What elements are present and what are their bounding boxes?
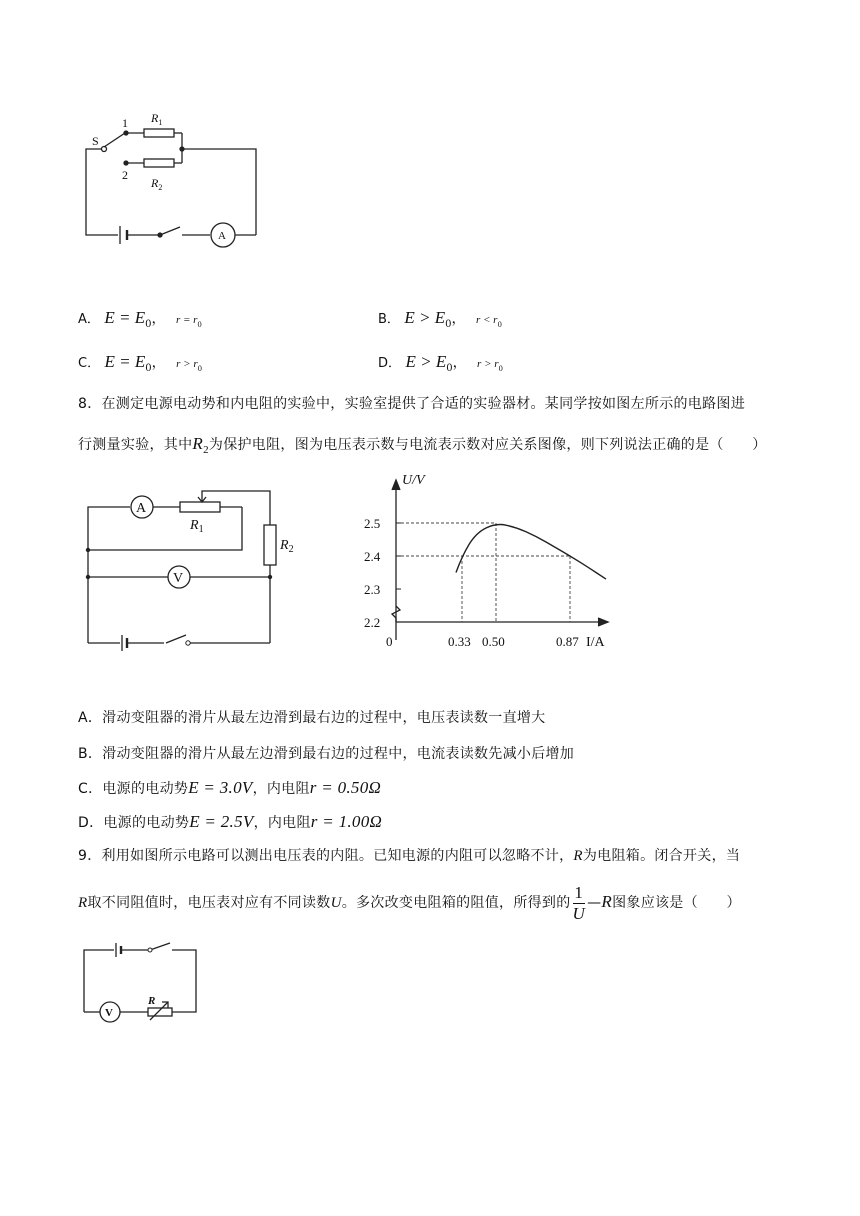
q8-voltmeter-label: V [173,571,184,586]
q9-stem-line1: 9．利用如图所示电路可以测出电压表的内阻。已知电源的内阻可以忽略不计，R为电阻箱。闭合开关，当 [78,848,741,864]
chart-ylabel: U/V [402,473,425,488]
r2-label: R [151,176,159,190]
q8-stem-line2: 行测量实验，其中$R_2$为保护电阻，图为电压表示数与电流表示数对应关系图像，则下列说法正确的是（ ） [78,434,767,456]
q7-option-b[interactable]: B． $E > E_0$， $r < r_0$ [378,308,502,330]
svg-text:R2 [279,538,294,555]
x-tick-label: 0.87 [556,634,579,649]
r1-label: R [151,111,159,125]
q8-option-a[interactable]: A．滑动变阻器的滑片从最左边滑到最右边的过程中，电压表读数一直增大 [78,710,546,726]
svg-text:R1 [150,111,162,127]
q7-option-a[interactable]: A． $E = E_0$， $r = r_0$ [78,308,202,330]
q8-r2-label: R [280,538,289,553]
q9-stem-line2: R取不同阻值时，电压表对应有不同读数U。多次改变电阻箱的阻值，所得到的 $\frac{1}{U}$ —R图象应该是（ ） [78,882,741,923]
chart-origin-label: 0 [386,634,393,649]
svg-text:R2 [150,176,162,192]
point-2-label: 2 [122,168,128,182]
y-tick-label: 2.3 [364,582,381,597]
svg-text:U/V [402,473,426,488]
svg-text:R1 [189,518,204,535]
q8-option-b[interactable]: B．滑动变阻器的滑片从最左边滑到最右边的过程中，电流表读数先减小后增加 [78,746,575,762]
svg-text:I/A [586,635,606,650]
q7-circuit-diagram [70,105,270,245]
q8-r1-label: R [190,518,199,533]
q8-circuit-diagram [80,485,300,655]
r2-sub: 2 [158,183,163,192]
q7-option-c[interactable]: C． $E = E_0$， $r > r_0$ [78,352,203,374]
x-tick-label: 0.33 [448,634,471,649]
chart-xlabel: I/A [586,635,605,650]
q8-u-i-chart [360,470,620,655]
q8-r2-sub: 2 [288,544,294,555]
u-i-curve [456,524,606,579]
q8-stem-line1: 8．在测定电源电动势和内电阻的实验中，实验室提供了合适的实验器材。某同学按如图左所示的电路图进 [78,396,746,412]
q8-r1-sub: 1 [198,524,204,535]
q8-option-d[interactable]: D．电源的电动势E = 2.5V，内电阻r = 1.00Ω [78,812,383,831]
q9-voltmeter-label: V [105,1007,113,1019]
y-tick-label: 2.5 [364,516,381,531]
r1-sub: 1 [158,118,163,127]
one-over-u-fraction: $\frac{1}{U}$ [572,882,586,923]
switch-s-label: S [92,134,99,148]
q9-r-label: R [148,995,156,1007]
y-tick-label: 2.4 [364,549,381,564]
q8-option-c[interactable]: C．电源的电动势E = 3.0V，内电阻r = 0.50Ω [78,778,382,797]
q9-circuit-diagram [80,938,210,1028]
point-1-label: 1 [122,116,128,130]
q7-option-d[interactable]: D． $E > E_0$， $r > r_0$ [378,352,503,374]
ammeter-label: A [218,230,226,242]
q8-ammeter-label: A [136,501,147,516]
y-tick-label: 2.2 [364,615,381,630]
x-tick-label: 0.50 [482,634,505,649]
